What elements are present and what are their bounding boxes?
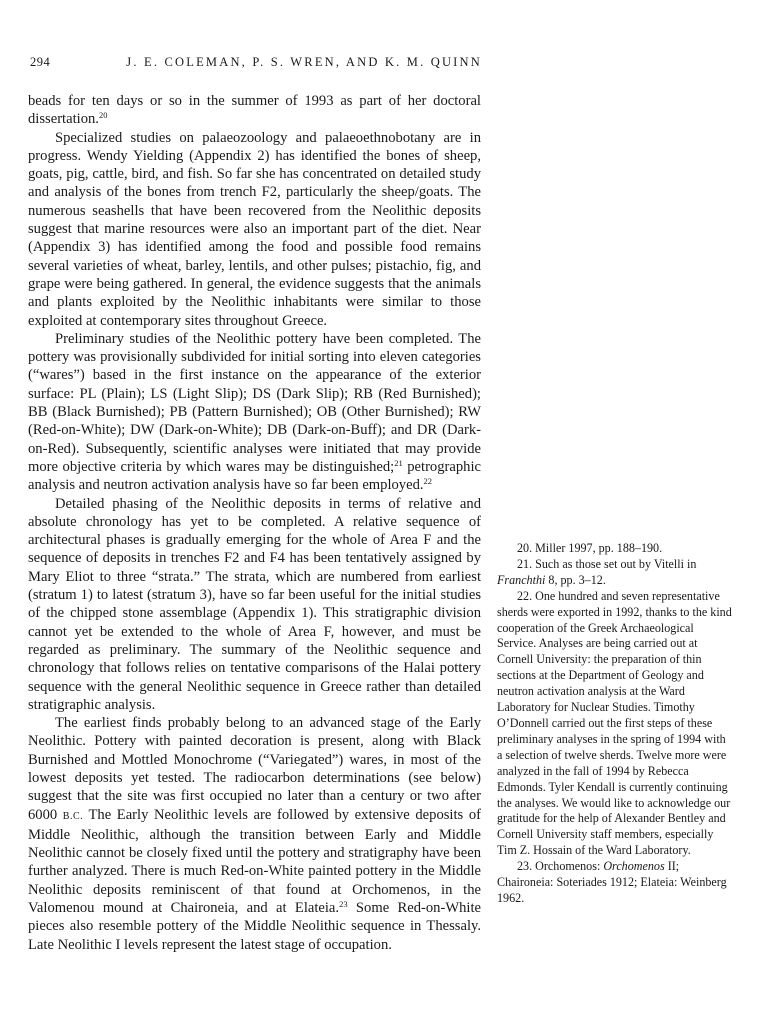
page-number: 294 <box>30 55 51 69</box>
footnote-20: 20. Miller 1997, pp. 188–190. <box>517 541 663 555</box>
footnote-ref-21[interactable]: 21 <box>394 457 403 468</box>
footnote-21: 21. Such as those set out by Vitelli in Franchthi 8, pp. 3–12. <box>497 556 697 587</box>
footnotes-column <box>497 541 733 907</box>
footnote-ref-22[interactable]: 22 <box>423 476 433 487</box>
paragraph-2: Specialized studies on palaeozoology and palaeoethnobotany are in progress. Wendy Yielding (Appendix 2) has identified the bones of sheep, goats, pig, cattle, bird, and fish. So far she has concentrated on detailed study and analysis of the bones from trench F2, particularly the sheep/goats. The numerous seashells that have been recovered from the Neolithic deposits suggest that marine resources were also an important part of the diet. Near (Appendix 3) has identified among the food and possible food remains several varieties of wheat, barley, lentils, and other pulses; pistachio, fig, and grape were being gathered. In general, the evidence suggests that the animals and plants exploited by the Neolithic inhabitants were similar to those exploited at contemporary sites throughout Greece. <box>28 129 481 329</box>
footnote-ref-20[interactable]: 20 <box>98 110 108 121</box>
running-head: J. E. COLEMAN, P. S. WREN, AND K. M. QUINN <box>126 55 482 69</box>
paragraph-1: beads for ten days or so in the summer of 1993 as part of her doctoral dissertation.$^{20}$ <box>28 93 481 128</box>
paragraph-5: The earliest finds probably belong to an advanced stage of the Early Neolithic. Pottery with painted decoration is present, along with Black Burnished and Mottled Monochrome (“Variegated”) wares, in most of the lowest deposits yet tested. The radiocarbon determinations (see below) suggest that the site was first occupied no later than a century or two after 6000 B.C. The Early Neolithic levels are followed by extensive deposits of Middle Neolithic, although the transition between Early and Middle Neolithic cannot be closely fixed until the pottery and stratigraphy have been further analyzed. There is much Red-on-White painted pottery in the Middle Neolithic deposits reminiscent of that found at Orchomenos, in the Valomenou mound at Chaironeia, and at Elateia.$^{23}$ Some Red-on-White pieces also resemble pottery of the Middle Neolithic sequence in Thessaly. Late Neolithic I levels represent the latest stage of occupation. <box>28 715 481 953</box>
footnote-ref-23[interactable]: 23 <box>339 899 348 910</box>
paragraph-4: Detailed phasing of the Neolithic deposits in terms of relative and absolute chronology has yet to be completed. A relative sequence of architectural phases is gradually emerging for the whole of Area F and the sequence of deposits in trenches F2 and F4 has been tentatively assigned by Mary Eliot to three “strata.” The strata, which are numbered from earliest (stratum 1) to latest (stratum 3), have so far been useful for the initial studies of the chipped stone assemblage (Appendix 1). This stratigraphic division cannot yet be extended to the whole of Area F, however, and must be regarded as preliminary. The summary of the Neolithic sequence and chronology that follows relies on tentative comparisons of the Halai pottery sequence with the general Neolithic sequence in Greece rather than detailed stratigraphic analysis. <box>28 495 481 713</box>
paragraph-3: Preliminary studies of the Neolithic pottery have been completed. The pottery was provisionally subdivided for initial sorting into eleven categories (“wares”) based in the first instance on the appearance of the exterior surface: PL (Plain); LS (Light Slip); DS (Dark Slip); RB (Red Burnished); BB (Black Burnished); PB (Pattern Burnished); OB (Other Burnished); RW (Red-on-White); DW (Dark-on-White); DB (Dark-on-Buff); and DR (Dark-on-Red). Subsequently, scientific analyses were initiated that may provide more objective criteria by which wares may be distinguished;$^{21}$ petrographic analysis and neutron activation analysis have so far been employed.$^{22}$ <box>28 330 481 494</box>
footnote-22: 22. One hundred and seven representative sherds were exported in 1992, thanks to the kind cooperation of the Greek Archaeological Service. Analyses are being carried out at Cornell University: the preparation of thin sections at the Department of Geology and neutron activation analysis at the Ward Laboratory for Nuclear Studies. Timothy O’Donnell carried out the first steps of these preliminary analyses in the spring of 1994 with a selection of twelve sherds. Twelve more were analyzed in the fall of 1994 by Rebecca Edmonds. Tyler Kendall is currently continuing the analyses. We would like to acknowledge our gratitude for the help of Alexander Bentley and Cornell University staff members, especially Tim Z. Hossain of the Ward Laboratory. <box>497 588 732 858</box>
footnote-23: 23. Orchomenos: Orchomenos II; Chaironeia: Soteriades 1912; Elateia: Weinberg 1962. <box>497 859 727 905</box>
page-header <box>30 55 482 75</box>
main-text-column <box>28 92 481 954</box>
